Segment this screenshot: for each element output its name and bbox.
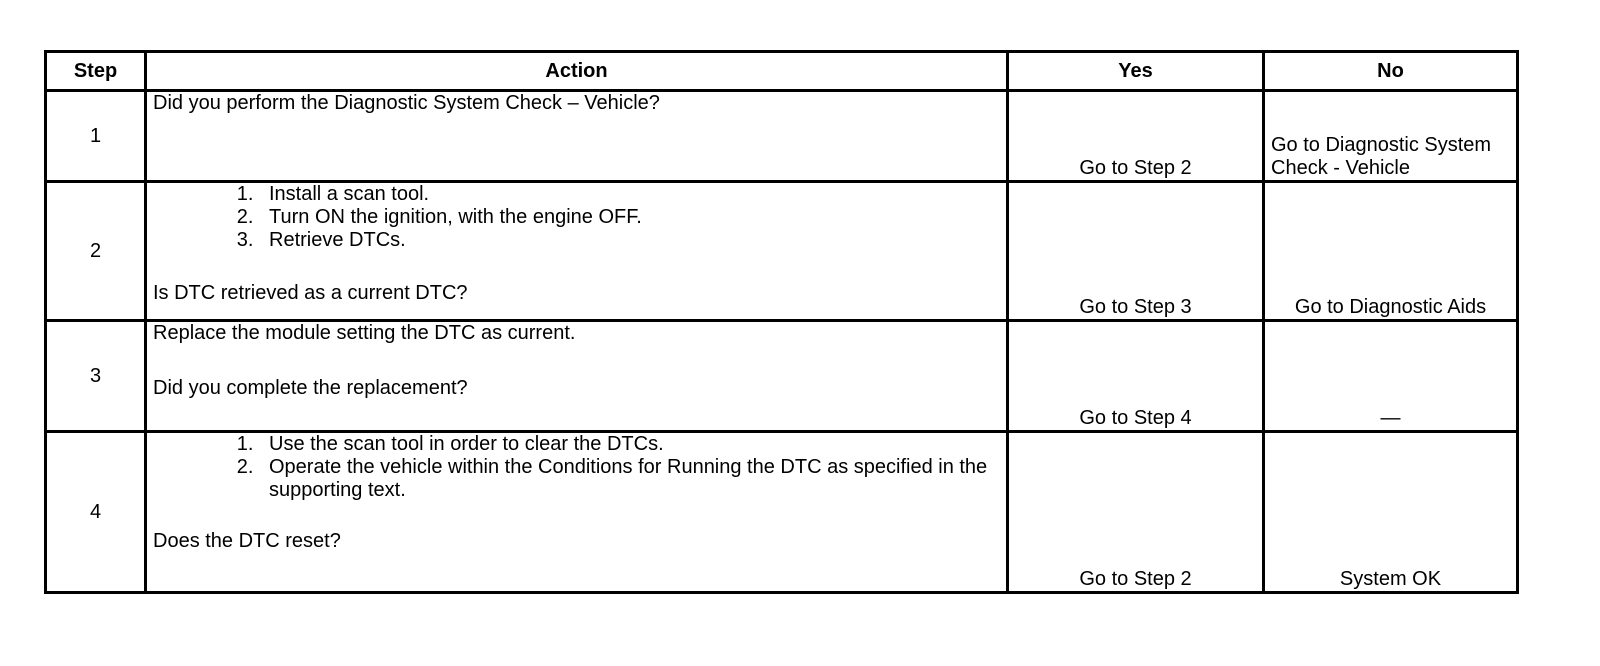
substep-list: [153, 183, 1000, 252]
step-number: 4: [46, 432, 146, 593]
substep-item: 1. Install a scan tool.: [259, 183, 1000, 206]
header-no: No: [1264, 52, 1518, 91]
table-row: [46, 91, 1518, 182]
header-action: Action: [146, 52, 1008, 91]
yes-cell: Go to Step 3: [1008, 182, 1264, 321]
action-cell: [146, 321, 1008, 432]
action-cell: [146, 91, 1008, 182]
no-cell: Go to Diagnostic Aids: [1264, 182, 1518, 321]
substep-item: 2. Operate the vehicle within the Conditions for Running the DTC as specified in the supporting text.: [259, 456, 1000, 502]
table-row: [46, 182, 1518, 321]
substep-item: 3. Retrieve DTCs.: [259, 229, 1000, 252]
action-cell: [146, 182, 1008, 321]
substep-item: 1. Use the scan tool in order to clear the DTCs.: [259, 433, 1000, 456]
action-text: Replace the module setting the DTC as current.: [153, 322, 576, 344]
no-cell: Go to Diagnostic System Check - Vehicle: [1264, 91, 1518, 182]
header-row: [46, 52, 1518, 91]
no-cell: —: [1264, 321, 1518, 432]
question-text: Did you complete the replacement?: [153, 377, 468, 399]
yes-cell: Go to Step 2: [1008, 432, 1264, 593]
diagnostic-table: [44, 50, 1519, 594]
no-cell: System OK: [1264, 432, 1518, 593]
yes-cell: Go to Step 4: [1008, 321, 1264, 432]
question-text: Does the DTC reset?: [153, 530, 341, 552]
step-number: 2: [46, 182, 146, 321]
header-yes: Yes: [1008, 52, 1264, 91]
table-row: [46, 432, 1518, 593]
substep-item: 2. Turn ON the ignition, with the engine OFF.: [259, 206, 1000, 229]
step-number: 3: [46, 321, 146, 432]
substep-list: [153, 433, 1000, 502]
yes-cell: Go to Step 2: [1008, 91, 1264, 182]
table-row: [46, 321, 1518, 432]
action-cell: [146, 432, 1008, 593]
question-text: Is DTC retrieved as a current DTC?: [153, 282, 468, 304]
header-step: Step: [46, 52, 146, 91]
step-number: 1: [46, 91, 146, 182]
action-text: Did you perform the Diagnostic System Check – Vehicle?: [153, 92, 660, 114]
